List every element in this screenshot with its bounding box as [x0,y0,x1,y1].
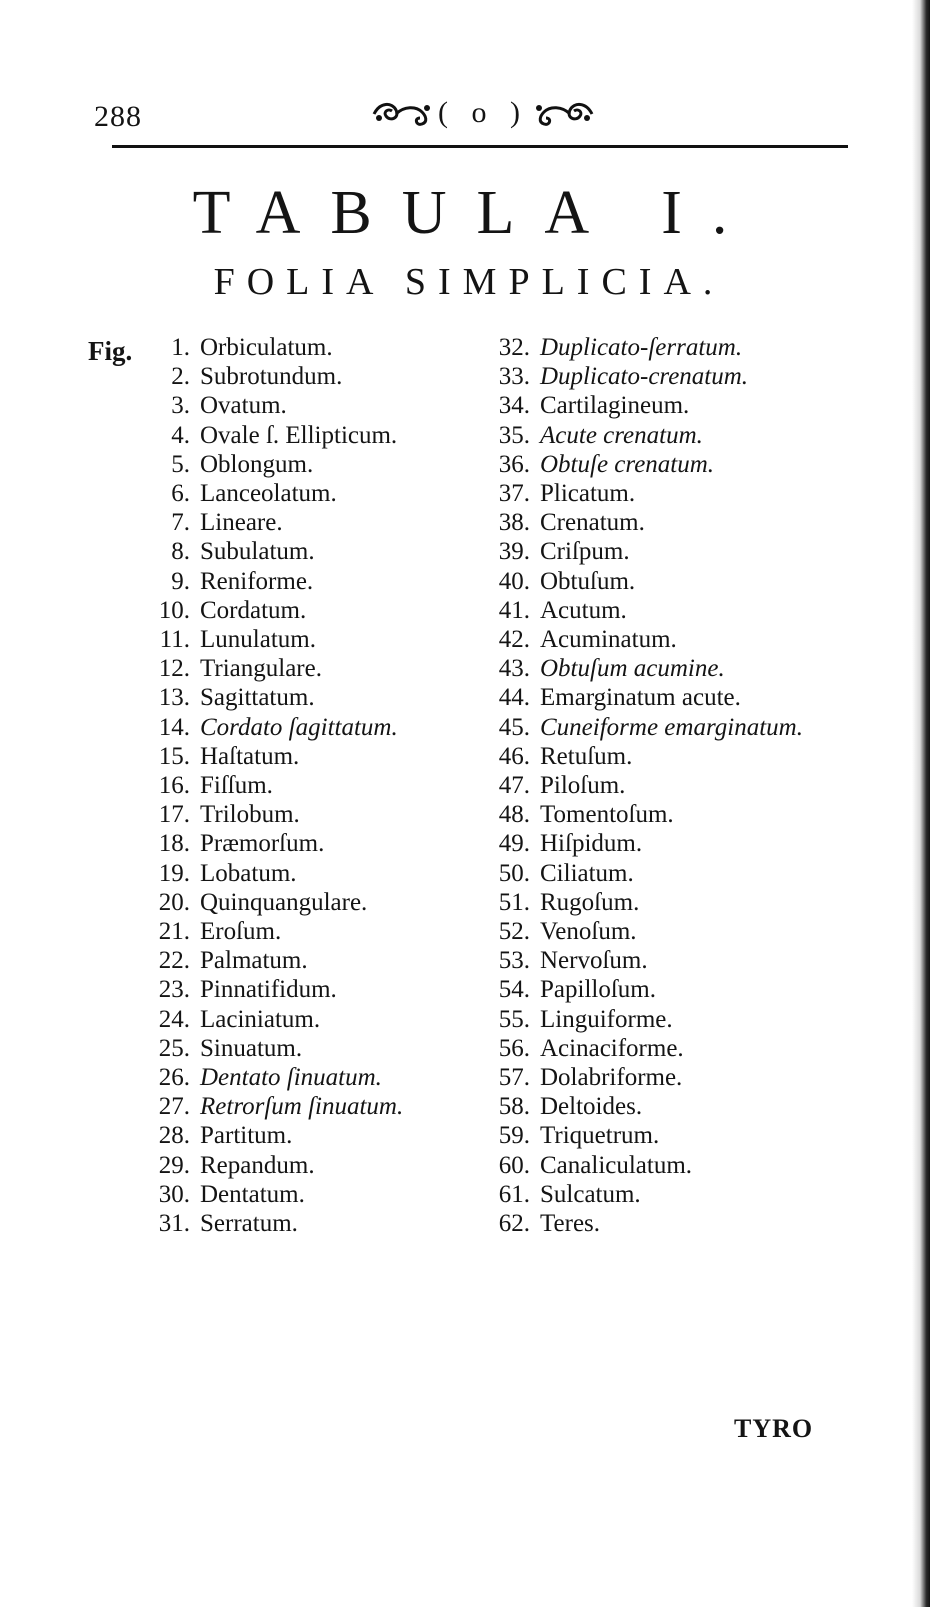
figure-number: 32. [498,334,530,361]
figure-number: 21. [158,918,190,945]
figure-number: 31. [158,1210,190,1237]
figure-number: 39. [498,538,530,566]
figure-number: 22. [158,947,190,975]
figure-number: 24. [158,1005,190,1033]
figure-number: 18. [158,830,190,858]
leaf-term: Tomentoſum. [540,801,674,829]
figure-number: 58. [498,1093,530,1121]
leaf-term: Sinuatum. [200,1034,303,1062]
leaf-term: Acutum. [540,596,627,624]
leaf-term: Cordato ſagittatum. [200,713,398,741]
figure-number: 51. [498,888,530,916]
leaf-term: Sagittatum. [200,684,315,712]
figure-number: 14. [158,713,190,741]
leaf-term: Triangulare. [200,655,322,683]
leaf-term: Nervoſum. [540,947,648,975]
leaf-term: Reniforme. [200,567,314,595]
figure-number: 9. [171,567,190,595]
leaf-term: Oblongum. [200,450,314,478]
figure-number: 37. [498,480,530,507]
leaf-term: Acinaciforme. [540,1034,684,1062]
leaf-term: Piloſum. [540,772,626,799]
leaf-term: Obtuſum acumine. [540,655,725,683]
leaf-term: Hiſpidum. [540,830,643,858]
page-number: 288 [94,100,142,133]
leaf-term: Ovale ſ. Ellipticum. [200,421,398,449]
figure-number: 45. [498,713,530,741]
figure-number: 59. [498,1122,530,1150]
figure-number: 36. [498,450,530,478]
figure-number: 1. [171,334,190,361]
leaf-term: Ciliatum. [540,859,634,887]
fleuron-right-icon [534,96,596,130]
leaf-term: Retrorſum ſinuatum. [200,1093,404,1121]
leaf-term: Lobatum. [200,859,297,887]
figure-number: 44. [498,684,530,712]
figure-number: 13. [158,684,190,712]
figure-number: 5. [171,450,190,478]
figure-number: 41. [498,596,530,624]
leaf-term: Criſpum. [540,538,630,566]
figure-number: 54. [498,976,530,1004]
header-ornament [370,96,596,130]
leaf-term: Pinnatifidum. [200,976,337,1004]
leaf-term: Cuneiforme emarginatum. [540,713,803,741]
leaf-term: Triquetrum. [540,1122,660,1150]
leaf-term: Orbiculatum. [200,334,333,361]
figure-number: 50. [498,859,530,887]
figure-number: 57. [498,1064,530,1091]
figure-number: 16. [158,772,190,799]
leaf-term: Sulcatum. [540,1180,641,1208]
leaf-term: Dolabriforme. [540,1064,683,1091]
page-title: TABULA I. [192,179,758,247]
leaf-term: Lanceolatum. [200,480,337,507]
figure-number: 15. [158,742,190,770]
figure-number: 23. [158,976,190,1004]
leaf-term: Canaliculatum. [540,1151,693,1179]
figure-number: 55. [498,1005,530,1033]
figure-number: 47. [498,772,530,799]
signature-mark: ( o ) [438,96,528,129]
figure-number: 11. [159,626,190,653]
leaf-term: Duplicato-crenatum. [540,363,749,391]
figure-number: 34. [498,392,530,420]
figure-number: 10. [158,596,190,624]
figure-number: 3. [171,392,190,420]
leaf-term: Duplicato-ſerratum. [540,334,743,361]
page-subtitle: FOLIA SIMPLICIA. [213,261,725,303]
figure-number: 7. [171,509,190,537]
figure-number: 53. [498,947,530,975]
running-header [88,96,848,136]
leaf-term: Trilobum. [200,801,300,829]
fleuron-left-icon [370,96,432,130]
leaf-term: Rugoſum. [540,888,640,916]
leaf-term: Fiſſum. [200,772,273,799]
figure-number: 40. [498,567,530,595]
figure-number: 48. [498,801,530,829]
leaf-term: Partitum. [200,1122,293,1150]
leaf-term: Acuminatum. [540,626,677,653]
leaf-term: Venoſum. [540,918,637,945]
header-rule [112,145,848,148]
figure-number: 42. [498,626,530,653]
leaf-term: Quinquangulare. [200,888,368,916]
leaf-term: Obtuſum. [540,567,636,595]
leaf-term: Obtuſe crenatum. [540,450,715,478]
figure-number: 30. [158,1180,190,1208]
leaf-term: Linguiforme. [540,1005,673,1033]
figure-number: 27. [158,1093,190,1121]
figure-number: 12. [158,655,190,683]
leaf-term: Lineare. [200,509,283,537]
leaf-term: Subrotundum. [200,363,343,391]
figure-number: 35. [498,421,530,449]
leaf-term: Ovatum. [200,392,287,420]
figure-number: 8. [171,538,190,566]
figure-number: 28. [158,1122,190,1150]
leaf-term: Haſtatum. [200,742,300,770]
leaf-term: Deltoides. [540,1093,643,1121]
figure-number: 25. [158,1034,190,1062]
leaf-term: Laciniatum. [200,1005,321,1033]
leaf-term: Plicatum. [540,480,636,507]
leaf-term: Subulatum. [200,538,315,566]
figure-number: 49. [498,830,530,858]
leaf-term: Præmorſum. [200,830,325,858]
leaf-term: Teres. [540,1210,601,1237]
figure-number: 2. [171,363,190,391]
figure-number: 38. [498,509,530,537]
catchword: TYRO [734,1414,814,1443]
figure-number: 33. [498,363,530,391]
leaf-term: Acute crenatum. [540,421,703,449]
figure-number: 52. [498,918,530,945]
leaf-term: Palmatum. [200,947,308,975]
leaf-term: Repandum. [200,1151,315,1179]
figure-number: 20. [158,888,190,916]
figure-number: 29. [158,1151,190,1179]
figure-number: 61. [498,1180,530,1208]
figure-number: 4. [171,421,190,449]
figure-number: 56. [498,1034,530,1062]
leaf-term: Dentatum. [200,1180,305,1208]
figure-number: 26. [158,1064,190,1091]
leaf-term: Retuſum. [540,742,633,770]
figure-number: 62. [498,1210,530,1237]
figure-number: 6. [171,480,190,507]
leaf-term: Serratum. [200,1210,298,1237]
figure-number: 43. [498,655,530,683]
figure-number: 17. [158,801,190,829]
leaf-term: Cartilagineum. [540,392,690,420]
fig-label: Fig. [88,336,133,366]
leaf-term: Lunulatum. [200,626,316,653]
figure-number: 60. [498,1151,530,1179]
leaf-term: Emarginatum acute. [540,684,741,712]
figure-number: 46. [498,742,530,770]
leaf-term: Crenatum. [540,509,645,537]
figure-number: 19. [158,859,190,887]
leaf-term: Dentato ſinuatum. [200,1064,382,1091]
leaf-term: Cordatum. [200,596,307,624]
leaf-term: Papilloſum. [540,976,656,1004]
leaf-term: Eroſum. [200,918,282,945]
